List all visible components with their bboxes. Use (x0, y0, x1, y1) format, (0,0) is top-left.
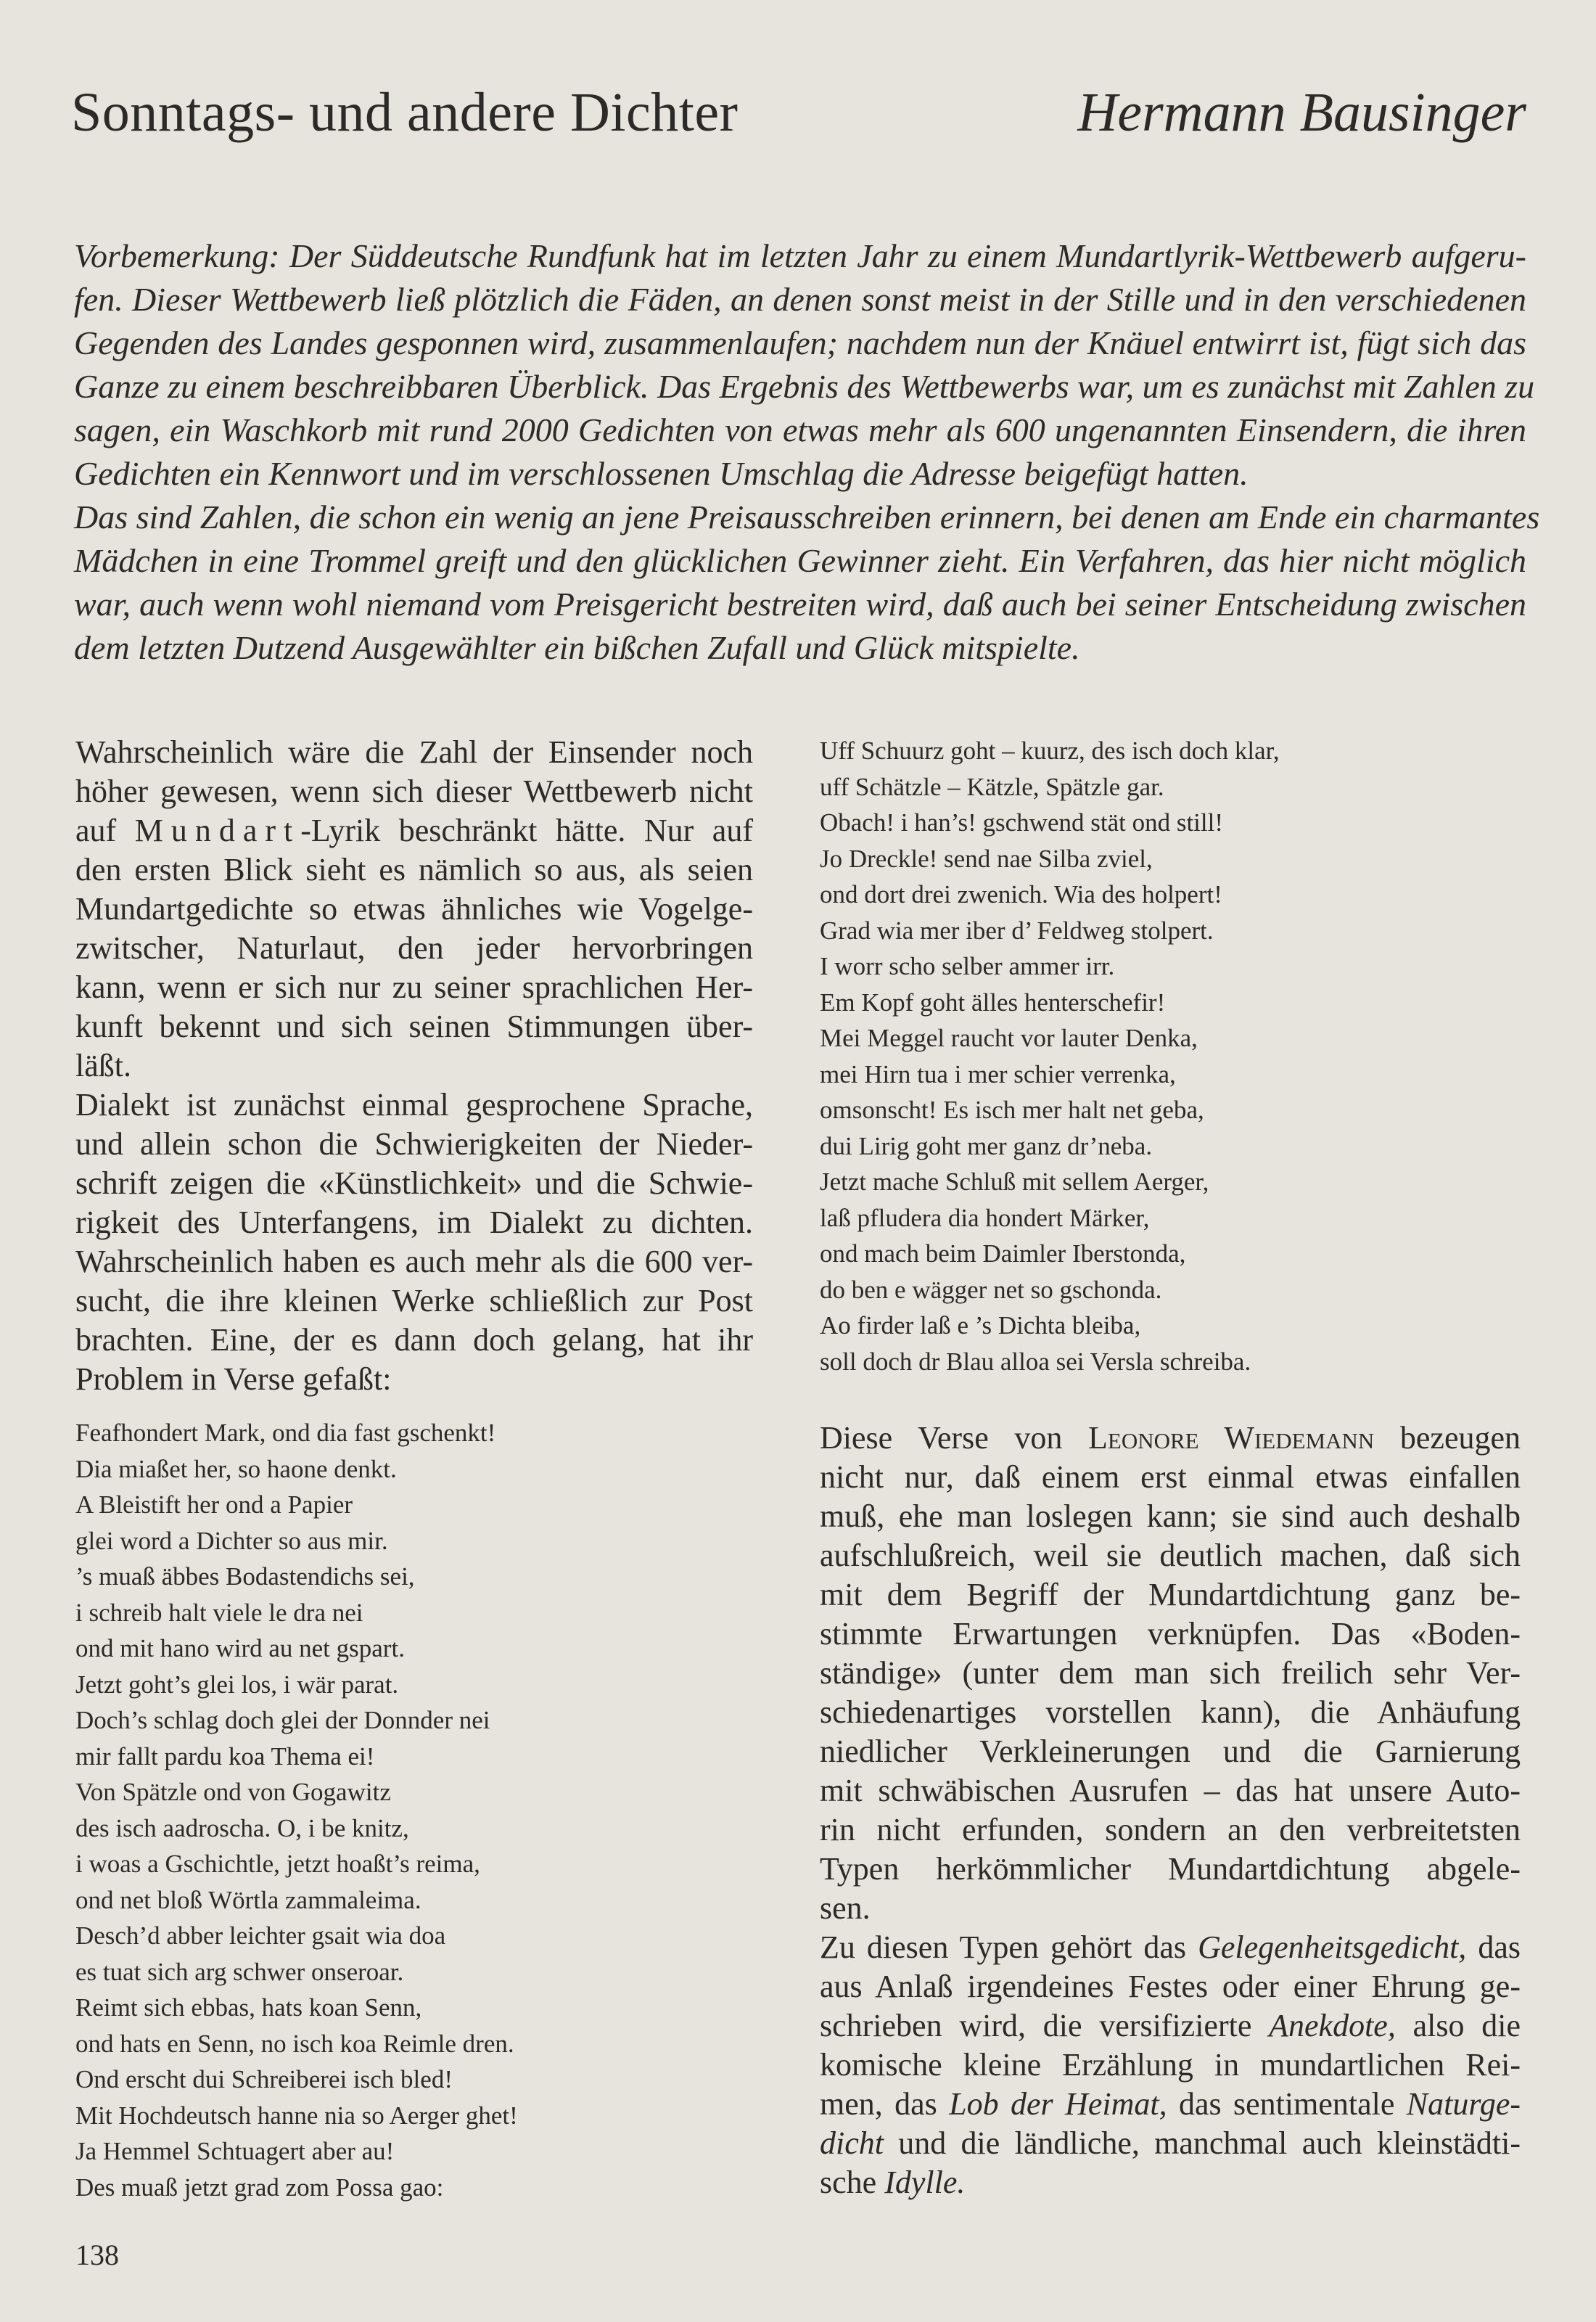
poem-line: A Bleistift her ond a Papier (75, 1490, 353, 1519)
emphasized-word: Mundart (134, 813, 301, 848)
prose-fragment: Zu diesen Typen gehört das (820, 1929, 1198, 1965)
poem-line: i woas a Gschichtle, jetzt hoaßt’s reima, (75, 1850, 480, 1878)
prose-line: muß, ehe man loslegen kann; sie sind auch deshalb (820, 1498, 1521, 1534)
prose-line: Dialekt ist zunächst einmal gesprochene Sprache, (75, 1087, 753, 1123)
poem-line: dui Lirig goht mer ganz dr’neba. (820, 1131, 1153, 1160)
prose-line: sen. (820, 1890, 871, 1926)
preface-line: Gegenden des Landes gesponnen wird, zusammenlaufen; nachdem nun der Knäuel entwirrt ist, fügt sich das (74, 324, 1526, 361)
prose-fragment: -Lyrik beschränkt hätte. Nur auf (300, 813, 753, 848)
page-header (71, 81, 1526, 144)
poem-line: Des muaß jetzt grad zom Possa gao: (75, 2173, 444, 2202)
prose-line: aufschlußreich, weil sie deutlich machen, daß sich (820, 1538, 1521, 1573)
poem-line: des isch aadroscha. O, i be knitz, (75, 1813, 409, 1842)
poem-line: Dia miaßet her, so haone denkt. (75, 1454, 397, 1483)
prose-line: mit schwäbischen Ausrufen – das hat unsere Auto- (820, 1773, 1521, 1808)
poem-line: i schreib halt viele le dra nei (75, 1598, 363, 1627)
prose-line (820, 2006, 1521, 2046)
left-column (75, 733, 753, 2205)
prose-line: rin nicht erfunden, sondern an den verbreitetsten (820, 1812, 1521, 1847)
poem-line: omsonscht! Es isch mer halt net geba, (820, 1096, 1204, 1124)
poem-line: Von Spätzle ond von Gogawitz (75, 1778, 391, 1806)
poem-line: ond net bloß Wörtla zammaleima. (75, 1885, 421, 1914)
prose-line: Wahrscheinlich wäre die Zahl der Einsender noch (75, 734, 753, 770)
genre-term: Idylle. (884, 2165, 966, 2200)
prose-line: kann, wenn er sich nur zu seiner sprachlichen Her- (75, 969, 753, 1005)
prose-line: Typen herkömmlicher Mundartdichtung abgele- (820, 1851, 1521, 1887)
poem-line: glei word a Dichter so aus mir. (75, 1526, 388, 1555)
prose-line (75, 811, 753, 850)
prose-line: zwitscher, Naturlaut, den jeder hervorbringen (75, 930, 753, 966)
prose-fragment: schrieben wird, die versifizierte (820, 2008, 1270, 2043)
poem-line: Doch’s schlag doch glei der Donnder nei (75, 1706, 490, 1734)
prose-fragment: sche (820, 2165, 885, 2200)
prose-line: höher gewesen, wenn sich dieser Wettbewerb nicht (75, 774, 753, 809)
poem-line: ond mach beim Daimler Iberstonda, (820, 1239, 1186, 1268)
prose-fragment: das sentimentale (1167, 2086, 1407, 2122)
prose-line: nicht nur, daß einem erst einmal etwas einfallen (820, 1459, 1521, 1495)
prose-fragment: bezeugen (1374, 1420, 1521, 1456)
prose-fragment: Diese Verse von (820, 1420, 1088, 1456)
prose-line: ständige» (unter dem man sich freilich sehr Ver- (820, 1655, 1521, 1691)
poem-line: Mei Meggel raucht vor lauter Denka, (820, 1024, 1198, 1052)
prose-line: stimmte Erwartungen verknüpfen. Das «Boden- (820, 1616, 1521, 1652)
poem-line: Uff Schuurz goht – kuurz, des isch doch klar, (820, 737, 1280, 765)
poem-line: Jetzt goht’s glei los, i wär parat. (75, 1670, 399, 1699)
genre-term: Anekdote, (1269, 2008, 1396, 2043)
poem-line: es tuat sich arg schwer onseroar. (75, 1957, 404, 1986)
prose-fragment: das (1466, 1929, 1521, 1965)
genre-term: Gelegenheitsgedicht, (1198, 1929, 1467, 1965)
preface-line: Gedichten ein Kennwort und im verschlossenen Umschlag die Adresse beigefügt hatten. (74, 455, 1249, 492)
poem-part-two (820, 733, 1521, 1379)
poem-line: Feafhondert Mark, ond dia fast gschenkt! (75, 1419, 496, 1447)
poem-line: Jetzt mache Schluß mit sellem Aerger, (820, 1168, 1209, 1196)
poem-part-one (75, 1415, 753, 2205)
article-title: Sonntags- und andere Dichter (71, 82, 739, 143)
prose-line: und allein schon die Schwierigkeiten der Nieder- (75, 1126, 753, 1162)
prose-line (820, 2163, 1521, 2202)
prose-line (820, 2124, 1521, 2163)
article-author: Hermann Bausinger (1077, 82, 1526, 143)
author-name: Leonore Wiedemann (1088, 1420, 1375, 1456)
preface-line: fen. Dieser Wettbewerb ließ plötzlich die Fäden, an denen sonst meist in der Stille und in den verschiedenen (74, 281, 1526, 318)
poem-line: Jo Dreckle! send nae Silba zviel, (820, 844, 1153, 873)
poem-line: laß pfludera dia hondert Märker, (820, 1203, 1150, 1232)
prose-line: läßt. (75, 1048, 131, 1083)
genre-term: dicht (820, 2125, 884, 2161)
prose-line: rigkeit des Unterfangens, im Dialekt zu dichten. (75, 1205, 753, 1240)
poem-line: Ond erscht dui Schreiberei isch bled! (75, 2065, 453, 2093)
poem-line: Reimt sich ebbas, hats koan Senn, (75, 1993, 422, 2022)
preface-line: Das sind Zahlen, die schon ein wenig an jene Preisausschreiben erinnern, bei denen am Ende ein charmantes (74, 499, 1540, 536)
prose-line: niedlicher Verkleinerungen und die Garnierung (820, 1734, 1521, 1769)
prose-line (820, 1928, 1521, 1967)
poem-line: Desch’d abber leichter gsait wia doa (75, 1921, 446, 1950)
poem-line: ond dort drei zwenich. Wia des holpert! (820, 880, 1222, 908)
preface-line: war, auch wenn wohl niemand vom Preisgericht bestreiten wird, daß auch bei seiner Entscheidung zwischen (74, 586, 1526, 623)
prose-line: schrift zeigen die «Künstlichkeit» und die Schwie- (75, 1165, 753, 1201)
prose-fragment: also die (1395, 2008, 1521, 2043)
preface (74, 234, 1540, 670)
right-prose (820, 1419, 1521, 2202)
right-column (820, 733, 1521, 2202)
poem-line: Ja Hemmel Schtuagert aber au! (75, 2137, 395, 2165)
left-prose (75, 733, 753, 1399)
prose-line: aus Anlaß irgendeines Festes oder einer Ehrung ge- (820, 1969, 1521, 2004)
prose-line: kunft bekennt und sich seinen Stimmungen über- (75, 1009, 753, 1044)
genre-term: Lob der Heimat, (949, 2086, 1167, 2122)
preface-line: dem letzten Dutzend Ausgewählter ein bißchen Zufall und Glück mitspielte. (74, 629, 1080, 666)
prose-fragment: men, das (820, 2086, 950, 2122)
preface-line: sagen, ein Waschkorb mit rund 2000 Gedichten von etwas mehr als 600 ungenannten Einsendern, die ihren (74, 411, 1526, 448)
poem-line: Em Kopf goht älles henterschefir! (820, 988, 1166, 1017)
prose-line: sucht, die ihre kleinen Werke schließlich zur Post (75, 1283, 753, 1318)
prose-line: Mundartgedichte so etwas ähnliches wie Vogelge- (75, 891, 753, 927)
prose-line: mit dem Begriff der Mundartdichtung ganz be- (820, 1577, 1521, 1612)
prose-line: den ersten Blick sieht es nämlich so aus, als seien (75, 852, 753, 887)
preface-line: Ganze zu einem beschreibbaren Überblick. Das Ergebnis des Wettbewerbs war, um es zunächst mit Zahlen zu (74, 368, 1535, 405)
poem-line: mir fallt pardu koa Thema ei! (75, 1742, 375, 1771)
poem-line: ’s muaß äbbes Bodastendichs sei, (75, 1562, 415, 1591)
poem-line: Grad wia mer iber d’ Feldweg stolpert. (820, 916, 1214, 945)
prose-fragment: auf (75, 813, 135, 848)
poem-line: I worr scho selber ammer irr. (820, 952, 1115, 980)
genre-term: Naturge- (1406, 2086, 1521, 2122)
poem-line: do ben e wägger net so gschonda. (820, 1275, 1162, 1304)
prose-line: komische kleine Erzählung in mundartlichen Rei- (820, 2047, 1521, 2083)
page-number: 138 (75, 2239, 119, 2271)
poem-line: soll doch dr Blau alloa sei Versla schreiba. (820, 1347, 1251, 1376)
poem-line: Mit Hochdeutsch hanne nia so Aerger ghet! (75, 2101, 518, 2130)
prose-fragment: und die ländliche, manchmal auch kleinstädti- (883, 2125, 1521, 2161)
poem-line: ond hats en Senn, no isch koa Reimle dren. (75, 2029, 514, 2058)
prose-line: brachten. Eine, der es dann doch gelang, hat ihr (75, 1322, 753, 1358)
prose-line: Problem in Verse gefaßt: (75, 1361, 392, 1397)
prose-line (820, 2085, 1521, 2124)
poem-line: uff Schätzle – Kätzle, Spätzle gar. (820, 772, 1164, 801)
prose-line: Wahrscheinlich haben es auch mehr als die 600 ver- (75, 1244, 753, 1279)
preface-line: Mädchen in eine Trommel greift und den glücklichen Gewinner zieht. Ein Verfahren, das hier nicht möglich (74, 542, 1526, 579)
prose-line: schiedenartiges vorstellen kann), die Anhäufung (820, 1694, 1521, 1730)
poem-line: mei Hirn tua i mer schier verrenka, (820, 1059, 1176, 1088)
poem-line: Ao firder laß e ’s Dichta bleiba, (820, 1311, 1141, 1340)
poem-line: Obach! i han’s! gschwend stät ond still! (820, 808, 1224, 837)
prose-line (820, 1419, 1521, 1458)
preface-line: Vorbemerkung: Der Süddeutsche Rundfunk hat im letzten Jahr zu einem Mundartlyrik-Wettbewerb aufgeru- (74, 237, 1526, 274)
poem-line: ond mit hano wird au net gspart. (75, 1634, 405, 1662)
